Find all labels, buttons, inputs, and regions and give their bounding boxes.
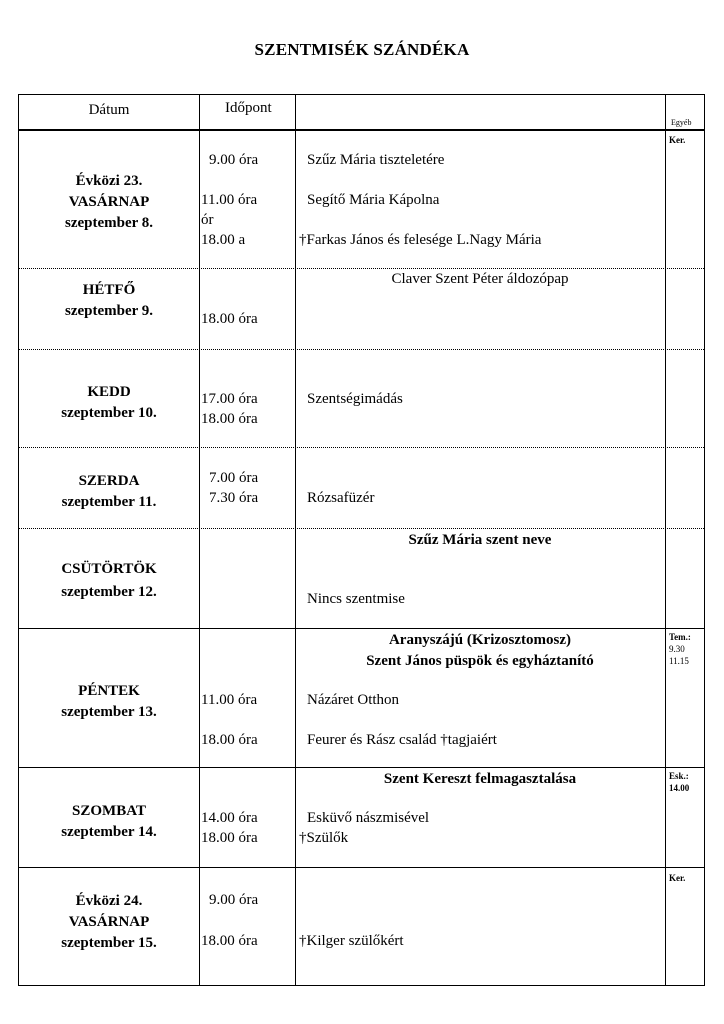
mass-intention: Názáret Otthon: [307, 692, 400, 708]
mass-time: 18.00 óra: [201, 311, 258, 327]
other-note: 11.15: [669, 656, 689, 666]
day-label: SZERDA: [78, 473, 140, 489]
feast-title: Claver Szent Péter áldozópap: [391, 271, 569, 287]
other-note: 14.00: [669, 783, 690, 793]
date-label: szeptember 13.: [61, 704, 157, 720]
page-title: SZENTMISÉK SZÁNDÉKA: [254, 40, 470, 59]
date-label: szeptember 10.: [61, 405, 157, 421]
mass-time: ór: [201, 212, 214, 228]
mass-time: 18.00 óra: [201, 411, 258, 427]
mass-intention: Segítő Mária Kápolna: [307, 192, 440, 208]
day-label: SZOMBAT: [72, 803, 146, 819]
column-divider: [199, 95, 200, 985]
day-label: PÉNTEK: [78, 683, 140, 699]
mass-time: 18.00 óra: [201, 933, 258, 949]
mass-intention: †Kilger szülőkért: [299, 933, 404, 949]
mass-time: 18.00 óra: [201, 830, 258, 846]
date-label: szeptember 9.: [64, 303, 154, 319]
mass-intentions-table: [18, 94, 705, 986]
mass-time: 7.00 óra: [209, 470, 259, 486]
date-label: szeptember 15.: [61, 935, 157, 951]
other-note: Esk.:: [669, 771, 689, 781]
mass-intention: Esküvő nászmisével: [307, 810, 430, 826]
mass-intention: Szűz Mária tiszteletére: [307, 152, 445, 168]
mass-time: 18.00 óra: [201, 732, 258, 748]
header-date: Dátum: [88, 102, 130, 118]
mass-intention: Nincs szentmise: [307, 591, 405, 607]
mass-time: 7.30 óra: [209, 490, 259, 506]
mass-intention: Szentségimádás: [307, 391, 403, 407]
mass-intention: †Szülők: [299, 830, 349, 846]
day-label: KEDD: [87, 384, 131, 400]
mass-intention: †Farkas János és felesége L.Nagy Mária: [299, 232, 542, 248]
other-note: Ker.: [669, 135, 686, 145]
feast-title: Aranyszájú (Krizosztomosz): [388, 632, 572, 648]
feast-title: Szent Kereszt felmagasztalása: [383, 771, 577, 787]
row-divider: [19, 867, 704, 868]
mass-time: 9.00 óra: [209, 892, 259, 908]
day-label: Évközi 24.: [75, 893, 143, 909]
other-note: Ker.: [669, 873, 686, 883]
other-note: Tem.:: [669, 632, 691, 642]
mass-time: 11.00 óra: [201, 692, 258, 708]
mass-time: 17.00 óra: [201, 391, 258, 407]
row-divider: [19, 447, 704, 448]
row-divider: [19, 767, 704, 768]
mass-time: 14.00 óra: [201, 810, 258, 826]
day-label: Évközi 23.: [75, 173, 143, 189]
date-label: szeptember 14.: [61, 824, 157, 840]
mass-time: 9.00 óra: [209, 152, 259, 168]
header-other: Egyéb: [671, 118, 692, 127]
mass-time: 18.00 a: [201, 232, 246, 248]
day-label: VASÁRNAP: [68, 914, 150, 930]
row-divider: [19, 528, 704, 529]
mass-intention: Feurer és Rász család †tagjaiért: [307, 732, 497, 748]
feast-title: Szűz Mária szent neve: [408, 532, 552, 548]
date-label: szeptember 11.: [61, 494, 157, 510]
header-divider: [19, 129, 704, 131]
day-label: VASÁRNAP: [68, 194, 150, 210]
day-label: CSÜTÖRTÖK: [61, 561, 157, 577]
day-label: HÉTFŐ: [82, 282, 136, 298]
mass-time: 11.00 óra: [201, 192, 258, 208]
row-divider: [19, 349, 704, 350]
other-note: 9.30: [669, 644, 685, 654]
column-divider: [665, 95, 666, 985]
row-divider: [19, 628, 704, 629]
feast-title: Szent János püspök és egyháztanító: [366, 653, 594, 669]
date-label: szeptember 8.: [64, 215, 154, 231]
header-time: Időpont: [225, 100, 272, 116]
mass-intention: Rózsafüzér: [307, 490, 375, 506]
date-label: szeptember 12.: [61, 584, 157, 600]
